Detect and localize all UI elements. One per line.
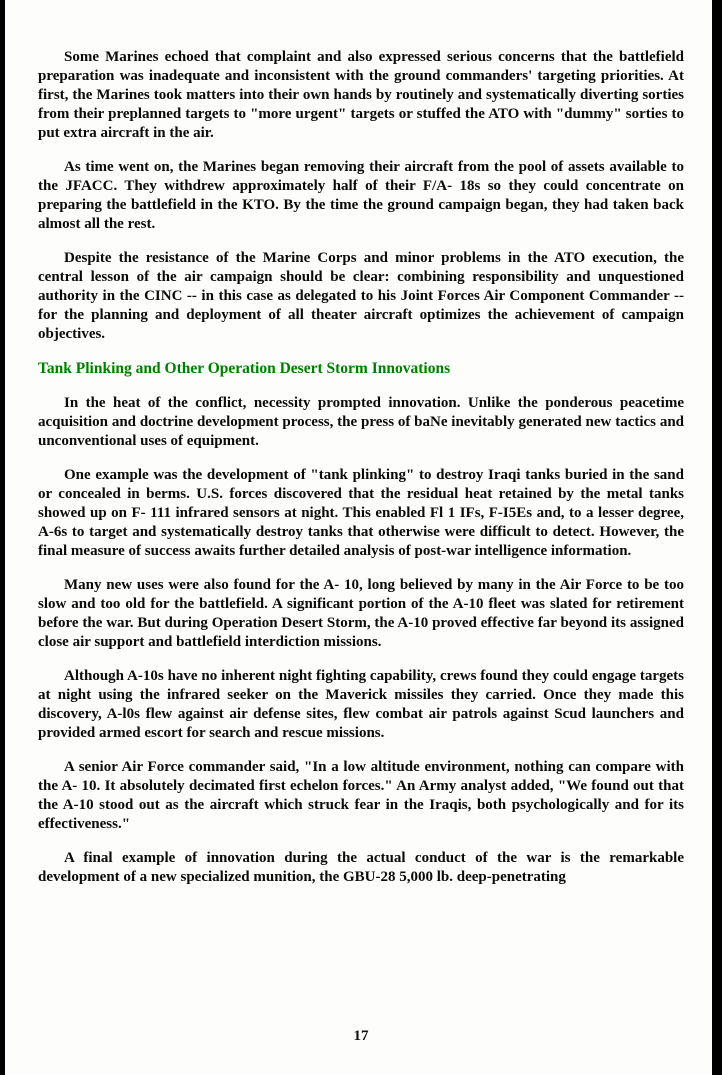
scan-border-left bbox=[0, 0, 5, 1075]
paragraph: Although A-10s have no inherent night fighting capability, crews found they could engage targets at night using the infrared seeker on the Maverick missiles they carried. Once they made this discovery, A-l0s flew against air defense sites, flew combat air patrols against Scud launchers and provided armed escort for search and rescue missions. bbox=[38, 668, 684, 741]
section-heading: Tank Plinking and Other Operation Desert Storm Innovations bbox=[38, 360, 451, 377]
paragraph: One example was the development of "tank plinking" to destroy Iraqi tanks buried in the sand or concealed in berms. U.S. forces discovered that the residual heat retained by the metal tanks showed up on F- 111 infrared sensors at night. This enabled Fl 1 IFs, F-I5Es and, to a lesser degree, A-6s to target and systematically destroy tanks that otherwise were difficult to detect. However, the final measure of success awaits further detailed analysis of post-war intelligence information. bbox=[38, 467, 684, 559]
paragraph: As time went on, the Marines began removing their aircraft from the pool of assets available to the JFACC. They withdrew approximately half of their F/A- 18s so they could concentrate on preparing the battlefield in the KTO. By the time the ground campaign began, they had taken back almost all the rest. bbox=[38, 159, 684, 232]
paragraph: Many new uses were also found for the A- 10, long believed by many in the Air Force to be too slow and too old for the battlefield. A significant portion of the A-10 fleet was slated for retirement before the war. But during Operation Desert Storm, the A-10 proved effective far beyond its assigned close air support and battlefield interdiction missions. bbox=[38, 577, 684, 650]
paragraph: In the heat of the conflict, necessity prompted innovation. Unlike the ponderous peacetime acquisition and doctrine development process, the press of baNe inevitably generated new tactics and unconventional uses of equipment. bbox=[38, 395, 684, 449]
paragraph: A senior Air Force commander said, "In a low altitude environment, nothing can compare with the A- 10. It absolutely decimated first echelon forces." An Army analyst added, "We found out that the A-10 stood out as the aircraft which struck fear in the Iraqis, both psychologically and for its effectiveness." bbox=[38, 759, 684, 832]
paragraph: A final example of innovation during the actual conduct of the war is the remarkable development of a new specialized munition, the GBU-28 5,000 lb. deep-penetrating bbox=[38, 850, 684, 885]
scan-border-right bbox=[712, 0, 722, 1075]
document-page bbox=[38, 48, 684, 902]
paragraph: Some Marines echoed that complaint and also expressed serious concerns that the battlefield preparation was inadequate and inconsistent with the ground commanders' targeting priorities. At first, the Marines took matters into their own hands by routinely and systematically diverting sorties from their preplanned targets to "more urgent" targets or stuffed the ATO with "dummy" sorties to put extra aircraft in the air. bbox=[38, 49, 684, 141]
page-number: 17 bbox=[353, 1028, 369, 1044]
paragraph: Despite the resistance of the Marine Corps and minor problems in the ATO execution, the central lesson of the air campaign should be clear: combining responsibility and unquestioned authority in the CINC -- in this case as delegated to his Joint Forces Air Component Commander -- for the planning and deployment of all theater aircraft optimizes the achievement of campaign objectives. bbox=[38, 250, 684, 342]
